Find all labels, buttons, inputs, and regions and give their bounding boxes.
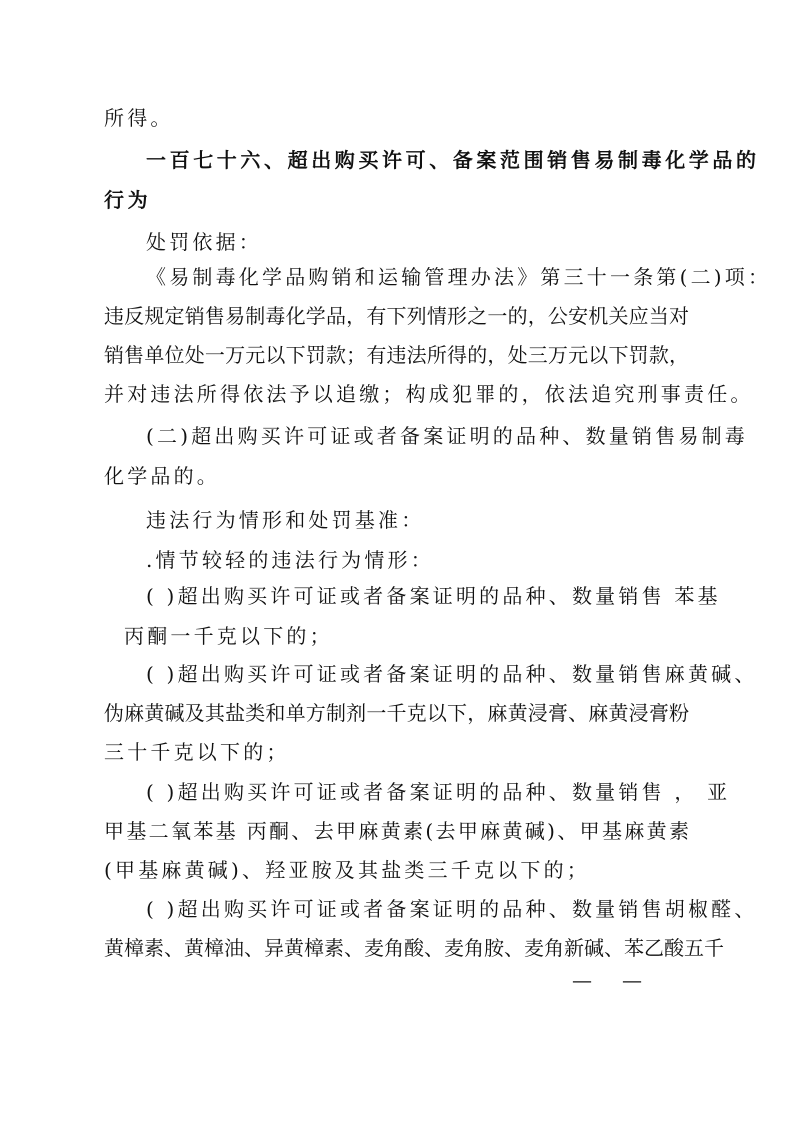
text-line: (二)超出购买许可证或者备案证明的品种、数量销售易制毒 bbox=[146, 424, 749, 448]
text-line: 黄樟素、黄樟油、异黄樟素、麦角酸、麦角胺、麦角新碱、苯乙酸五千 bbox=[104, 936, 724, 960]
text-line: 化学品的。 bbox=[104, 464, 220, 488]
section-heading-cont: 行为 bbox=[104, 188, 152, 212]
text-line: 违反规定销售易制毒化学品，有下列情形之一的，公安机关应当对 bbox=[104, 304, 689, 328]
text-line: 并对违法所得依法予以追缴；构成犯罪的，依法追究刑事责任。 bbox=[104, 382, 754, 406]
text-line: 处罚依据： bbox=[146, 230, 262, 254]
text-line: .情节较轻的违法行为情形： bbox=[146, 548, 434, 572]
text-line: 三十千克以下的； bbox=[104, 740, 290, 764]
text-line: 所得。 bbox=[104, 106, 174, 130]
text-line: ( )超出购买许可证或者备案证明的品种、数量销售麻黄碱、 bbox=[146, 662, 758, 686]
text-line: 甲基二氧苯基 丙酮、去甲麻黄素(去甲麻黄碱)、甲基麻黄素 bbox=[104, 819, 689, 843]
text-line: ( )超出购买许可证或者备案证明的品种、数量销售 ， 亚 bbox=[146, 780, 731, 804]
text-line: ( )超出购买许可证或者备案证明的品种、数量销售 苯基 bbox=[146, 584, 721, 608]
text-line: 违法行为情形和处罚基准： bbox=[146, 508, 425, 532]
text-line: 《易制毒化学品购销和运输管理办法》第三十一条第(二)项： bbox=[146, 265, 772, 289]
section-heading: 一百七十六、超出购买许可、备案范围销售易制毒化学品的 bbox=[146, 148, 760, 172]
text-line: (甲基麻黄碱)、羟亚胺及其盐类三千克以下的； bbox=[104, 858, 591, 882]
text-line: ( )超出购买许可证或者备案证明的品种、数量销售胡椒醛、 bbox=[146, 897, 758, 921]
text-line: 销售单位处一万元以下罚款；有违法所得的，处三万元以下罚款， bbox=[104, 343, 689, 367]
page-footer: —— bbox=[572, 968, 672, 992]
text-line: 伪麻黄碱及其盐类和单方制剂一千克以下，麻黄浸膏、麻黄浸膏粉 bbox=[104, 701, 689, 725]
text-line: 丙酮一千克以下的； bbox=[124, 624, 333, 648]
